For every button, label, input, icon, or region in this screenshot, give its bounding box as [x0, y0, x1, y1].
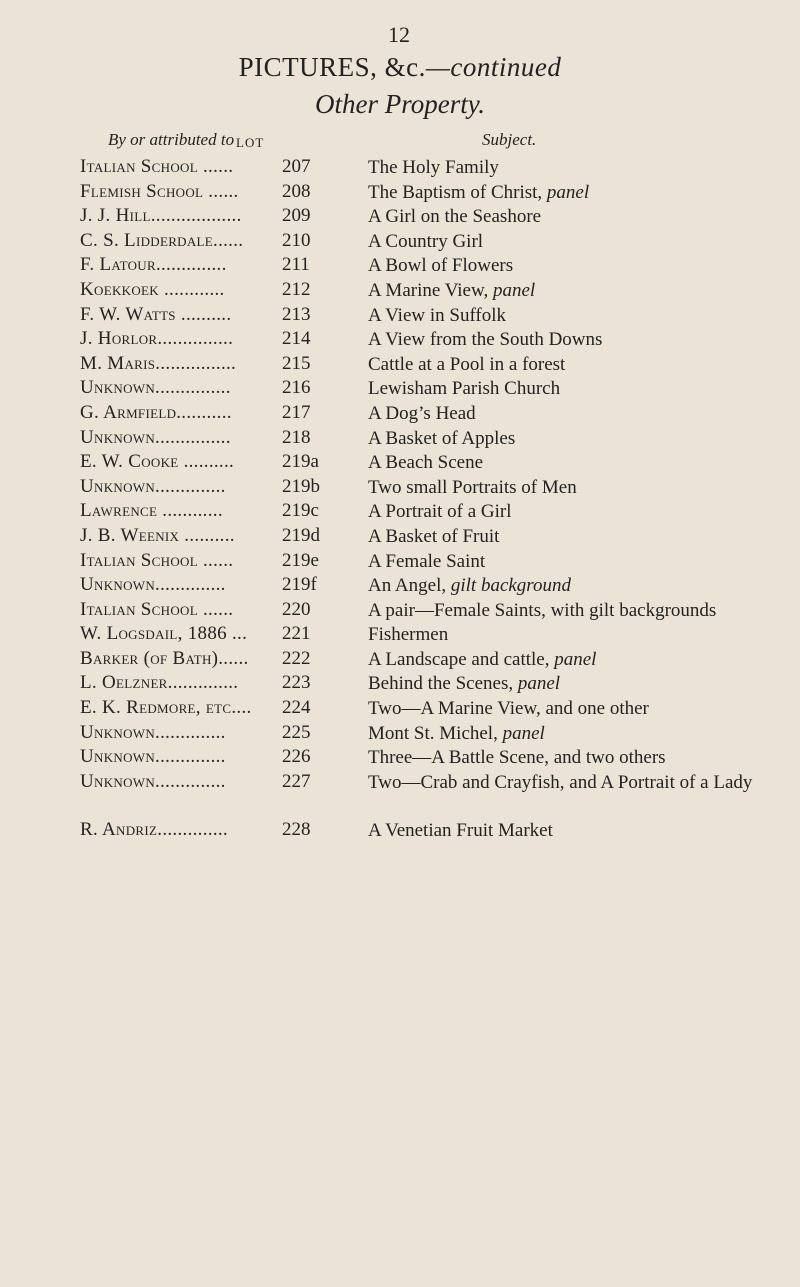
lot-artist: J. B. Weenix ..........: [80, 524, 235, 546]
lot-row: [0, 402, 800, 427]
lot-row: [0, 156, 800, 181]
lot-row: [0, 304, 800, 329]
lot-subject: [368, 819, 788, 843]
lot-medium: panel: [492, 279, 536, 301]
lot-artist: E. W. Cooke ..........: [80, 451, 235, 473]
lot-artist: Koekkoek ............: [80, 278, 225, 300]
lot-row: [0, 500, 800, 525]
lot-subject-text: An Angel,: [368, 575, 447, 597]
lot-subject: [368, 328, 788, 352]
lot-row: [0, 648, 800, 673]
lot-subject: [368, 623, 788, 647]
lot-number: 217: [282, 401, 311, 423]
lot-row: [0, 353, 800, 378]
lot-number: 219a: [282, 451, 319, 473]
lot-artist: J. Horlor...............: [80, 328, 234, 350]
lot-artist: F. W. Watts ..........: [80, 303, 232, 325]
lot-subject-text: A Landscape and cattle,: [368, 648, 550, 670]
lot-number: 210: [282, 229, 311, 251]
lot-subject-text: A Country Girl: [368, 230, 484, 252]
lot-number: 219d: [282, 524, 320, 546]
section-subheading: Other Property.: [315, 89, 485, 119]
lot-row: [0, 819, 800, 844]
lot-subject: [368, 550, 788, 574]
lot-number: 226: [282, 746, 311, 768]
lot-artist: F. Latour..............: [80, 254, 227, 276]
lot-artist: W. Logsdail, 1886 ...: [80, 623, 248, 645]
lot-number: 207: [282, 156, 311, 177]
lot-medium: panel: [546, 181, 590, 203]
lot-subject-text: A View in Suffolk: [368, 304, 507, 326]
lot-artist: Unknown..............: [80, 721, 226, 743]
lot-artist: Italian School ......: [80, 549, 234, 571]
lot-row: [0, 377, 800, 402]
lot-artist: Unknown...............: [80, 377, 231, 399]
lot-list: [0, 156, 800, 843]
lot-row: [0, 328, 800, 353]
lot-subject: [368, 304, 788, 328]
lot-artist: Flemish School ......: [80, 180, 239, 202]
lot-artist: J. J. Hill..................: [80, 205, 242, 227]
lot-row: [0, 672, 800, 697]
lot-subject-text: A pair—Female Saints, with gilt backgrounds: [368, 599, 717, 621]
lot-number: 220: [282, 598, 311, 620]
heading-text: PICTURES, &c.: [238, 52, 426, 82]
lot-number: 221: [282, 623, 311, 645]
lot-row: [0, 254, 800, 279]
lot-subject-text: A View from the South Downs: [368, 329, 603, 351]
page-number: 12: [388, 22, 410, 47]
lot-subject: [368, 353, 788, 377]
lot-artist: G. Armfield...........: [80, 401, 232, 423]
lot-subject-text: Behind the Scenes,: [368, 673, 514, 695]
lot-subject: [368, 402, 788, 426]
heading-continued: —continued: [425, 52, 562, 82]
lot-row: [0, 279, 800, 304]
lot-number: 213: [282, 303, 311, 325]
lot-number: 223: [282, 672, 311, 694]
lot-subject-text: Lewisham Parish Church: [368, 378, 561, 400]
lot-subject-text: A Marine View,: [368, 279, 489, 301]
lot-artist: Italian School ......: [80, 156, 234, 177]
lot-medium: gilt background: [450, 575, 572, 597]
lot-subject-text: A Female Saint: [368, 550, 486, 572]
lot-artist: Unknown..............: [80, 475, 226, 497]
lot-artist: Unknown..............: [80, 574, 226, 596]
column-header-attribution: By or attributed to: [108, 130, 235, 149]
lot-artist: Unknown..............: [80, 770, 226, 792]
lot-artist: Lawrence ............: [80, 500, 223, 522]
lot-row: [0, 574, 800, 599]
lot-row: [0, 476, 800, 501]
lot-medium: panel: [502, 722, 545, 744]
lot-subject-text: The Holy Family: [368, 157, 499, 178]
lot-subject: [368, 476, 788, 500]
lot-medium: panel: [554, 648, 597, 670]
lot-row: [0, 623, 800, 648]
lot-subject: [368, 279, 788, 303]
lot-subject-text: A Basket of Fruit: [368, 525, 500, 547]
lot-subject: [368, 672, 788, 696]
lot-row: [0, 525, 800, 550]
lot-number: 219e: [282, 549, 319, 571]
lot-subject-text: Fishermen: [368, 624, 449, 646]
lot-subject: [368, 697, 788, 721]
lot-number: 209: [282, 205, 311, 227]
lot-subject: [368, 648, 788, 672]
lot-number: 216: [282, 377, 311, 399]
lot-number: 219c: [282, 500, 319, 522]
lot-subject-text: A Venetian Fruit Market: [368, 819, 553, 841]
lot-medium: panel: [517, 673, 561, 695]
lot-row: [0, 427, 800, 452]
lot-row: [0, 771, 800, 819]
lot-artist: R. Andriz..............: [80, 818, 228, 840]
lot-row: [0, 599, 800, 624]
lot-number: 219b: [282, 475, 320, 497]
lot-subject-text: Two—A Marine View, and one other: [368, 698, 649, 720]
lot-number: 219f: [282, 574, 317, 596]
lot-number: 212: [282, 278, 311, 300]
lot-row: [0, 746, 800, 771]
lot-number: 208: [282, 180, 311, 202]
lot-subject: [368, 205, 788, 229]
lot-row: [0, 181, 800, 206]
lot-subject-text: Two small Portraits of Men: [368, 476, 577, 498]
lot-subject: [368, 181, 788, 205]
lot-subject-text: A Dog’s Head: [368, 402, 476, 424]
lot-subject: [368, 500, 788, 524]
lot-number: 228: [282, 818, 311, 840]
lot-subject-text: A Basket of Apples: [368, 427, 516, 449]
lot-subject-text: Mont St. Michel,: [368, 722, 498, 744]
lot-subject-text: The Baptism of Christ,: [368, 181, 543, 203]
lot-artist: Barker (of Bath)......: [80, 647, 249, 669]
lot-row: [0, 697, 800, 722]
lot-subject: [368, 746, 788, 770]
lot-number: 211: [282, 254, 310, 276]
lot-number: 214: [282, 328, 311, 350]
lot-artist: Unknown...............: [80, 426, 231, 448]
lot-row: [0, 722, 800, 747]
lot-subject-text: Cattle at a Pool in a forest: [368, 353, 566, 375]
page-heading: [0, 52, 800, 83]
lot-subject-text: A Bowl of Flowers: [368, 255, 514, 277]
lot-subject: [368, 525, 788, 549]
lot-number: 222: [282, 647, 311, 669]
lot-subject: [368, 451, 788, 475]
lot-artist: M. Maris................: [80, 352, 237, 374]
lot-subject-text: A Girl on the Seashore: [368, 206, 542, 228]
lot-subject: [368, 722, 788, 746]
lot-row: [0, 550, 800, 575]
lot-subject: [368, 574, 788, 598]
lot-artist: E. K. Redmore, etc....: [80, 697, 252, 719]
lot-subject-text: A Portrait of a Girl: [368, 501, 512, 523]
lot-artist: Italian School ......: [80, 598, 234, 620]
lot-subject: [368, 377, 788, 401]
lot-row: [0, 205, 800, 230]
lot-subject: [368, 427, 788, 451]
lot-subject: [368, 156, 788, 180]
lot-subject-text: Two—Crab and Crayfish, and A Portrait of a Lady: [368, 771, 753, 793]
lot-subject-text: Three—A Battle Scene, and two others: [368, 747, 666, 769]
lot-subject: [368, 254, 788, 278]
lot-subject: [368, 230, 788, 254]
lot-artist: Unknown..............: [80, 746, 226, 768]
lot-artist: L. Oelzner..............: [80, 672, 239, 694]
lot-row: [0, 230, 800, 255]
lot-row: [0, 451, 800, 476]
lot-artist: C. S. Lidderdale......: [80, 229, 244, 251]
lot-subject: [368, 599, 788, 623]
lot-subject-text: A Beach Scene: [368, 452, 484, 474]
lot-number: 224: [282, 697, 311, 719]
lot-subject: [368, 771, 788, 795]
column-header-subject: Subject.: [482, 130, 537, 149]
lot-number: 225: [282, 721, 311, 743]
lot-number: 218: [282, 426, 311, 448]
column-header-lot: LOT: [236, 135, 265, 150]
lot-number: 227: [282, 770, 311, 792]
lot-number: 215: [282, 352, 311, 374]
